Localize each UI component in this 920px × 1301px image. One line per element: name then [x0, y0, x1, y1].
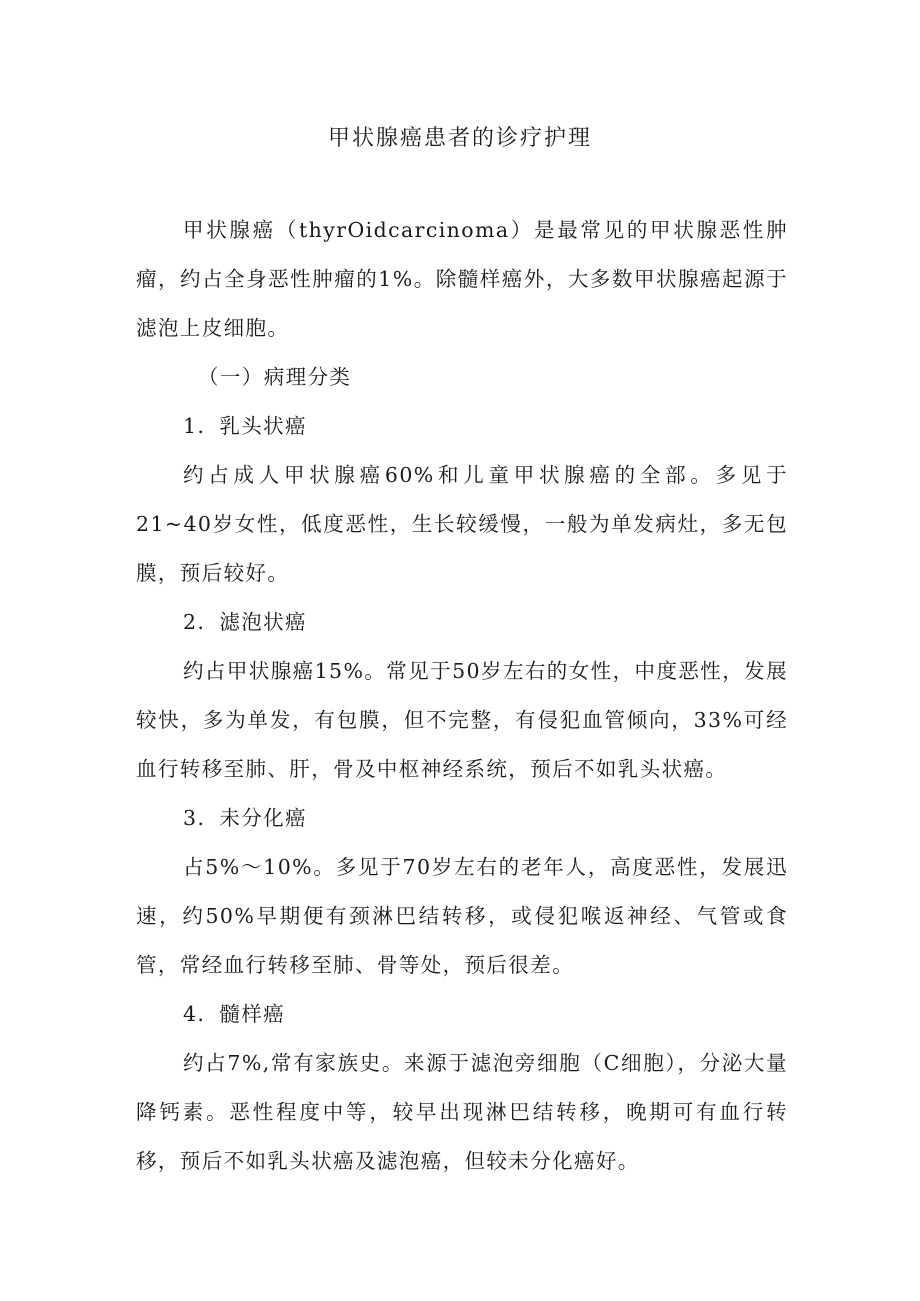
- subheading-medullary: 4．髓样癌: [183, 1002, 286, 1026]
- subheading-follicular: 2．滤泡状癌: [183, 610, 307, 634]
- document-body: [136, 206, 788, 1186]
- subheading-anaplastic: 3．未分化癌: [183, 806, 307, 830]
- document-title: 甲状腺癌患者的诊疗护理: [327, 126, 592, 151]
- paragraph-papillary: 约占成人甲状腺癌60%和儿童甲状腺癌的全部。多见于21~40岁女性，低度恶性，生长较缓慢，一般为单发病灶，多无包膜，预后较好。: [136, 463, 788, 585]
- subheading-papillary: 1．乳头状癌: [183, 414, 307, 438]
- paragraph-anaplastic: 占5%～10%。多见于70岁左右的老年人，高度恶性，发展迅速，约50%早期便有颈淋巴结转移，或侵犯喉返神经、气管或食管，常经血行转移至肺、骨等处，预后很差。: [136, 855, 788, 977]
- intro-paragraph: 甲状腺癌（thyrOidcarcinoma）是最常见的甲状腺恶性肿瘤，约占全身恶性肿瘤的1%。除髓样癌外，大多数甲状腺癌起源于滤泡上皮细胞。: [136, 218, 788, 340]
- paragraph-medullary: 约占7%,常有家族史。来源于滤泡旁细胞（C细胞），分泌大量降钙素。恶性程度中等，较早出现淋巴结转移，晚期可有血行转移，预后不如乳头状癌及滤泡癌，但较未分化癌好。: [136, 1051, 788, 1173]
- section-heading-pathology: （一）病理分类: [198, 365, 352, 389]
- paragraph-follicular: 约占甲状腺癌15%。常见于50岁左右的女性，中度恶性，发展较快，多为单发，有包膜，但不完整，有侵犯血管倾向，33%可经血行转移至肺、肝，骨及中枢神经系统，预后不如乳头状癌。: [136, 659, 788, 781]
